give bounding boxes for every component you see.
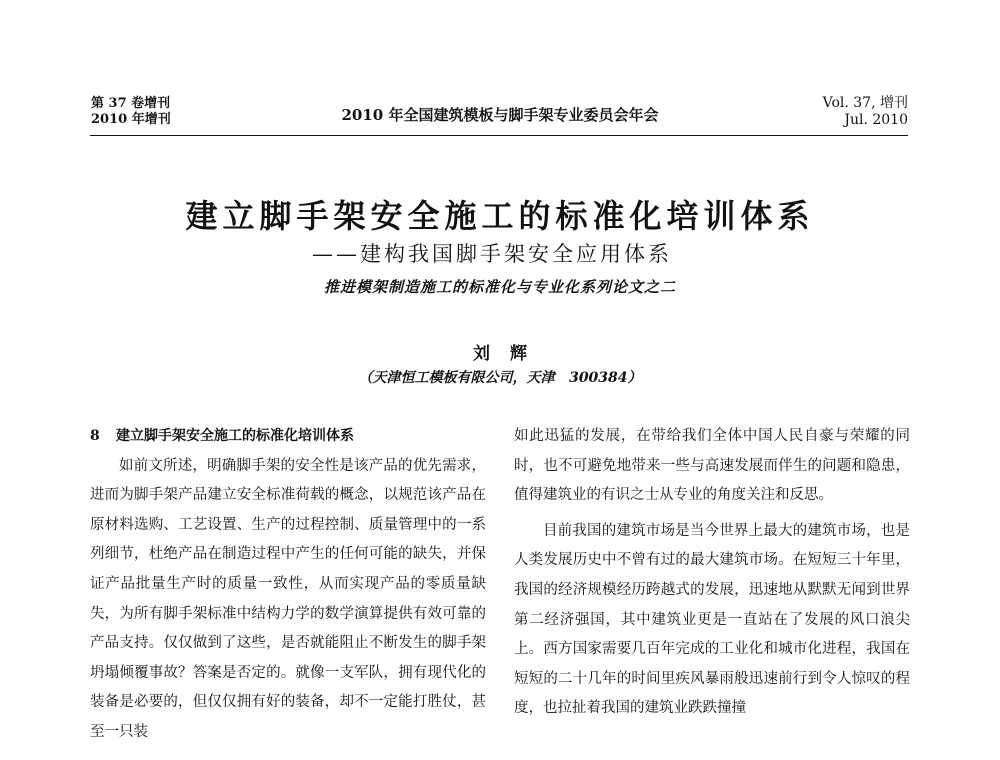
section-title: 建立脚手架安全施工的标准化培训体系 bbox=[116, 428, 354, 444]
body-paragraph: 如前文所述，明确脚手架的安全性是该产品的优先需求，进而为脚手架产品建立安全标准荷载的概念，以规范该产品在原材料选购、工艺设置、生产的过程控制、质量管理中的一系列细节，杜绝产品在制造过程中产生的任何可能的缺失，并保证产品批量生产时的质量一致性，从而实现产品的零质量缺失，为所有脚手架标准中结构力学的数学演算提供有效可靠的产品支持。仅仅做到了这些，是否就能阻止不断发生的脚手架坍塌倾覆事故？答案是否定的。就像一支军队，拥有现代化的装备是必要的，但仅仅拥有好的装备，却不一定能打胜仗，甚至一只装 bbox=[90, 457, 486, 740]
section-number: 8 bbox=[90, 428, 100, 444]
series-line: 推进模架制造施工的标准化与专业化系列论文之二 bbox=[323, 278, 676, 296]
volume-en: Vol. 37, 增刊 bbox=[822, 95, 908, 111]
header-divider bbox=[90, 135, 908, 136]
volume-cn: 第 37 卷增刊 bbox=[91, 96, 171, 111]
author-affiliation: （天津恒工模板有限公司，天津 300384） bbox=[358, 370, 642, 386]
conference-header: 2010 年全国建筑模板与脚手架专业委员会年会 bbox=[341, 106, 659, 124]
section-heading bbox=[90, 422, 486, 452]
left-column bbox=[90, 422, 486, 748]
body-paragraph-continued: 如此迅猛的发展，在带给我们全体中国人民自豪与荣耀的同时，也不可避免地带来一些与高速发展而伴生的问题和隐患，值得建筑业的有识之士从专业的角度关注和反思。 bbox=[514, 428, 910, 504]
author-name: 刘辉 bbox=[473, 344, 547, 364]
article-subtitle: ——建构我国脚手架安全应用体系 bbox=[312, 242, 672, 266]
right-column bbox=[514, 422, 910, 724]
date-en: Jul. 2010 bbox=[844, 112, 908, 128]
journal-volume-label-en bbox=[823, 95, 908, 129]
year-cn: 2010 年增刊 bbox=[91, 112, 171, 127]
body-paragraph: 目前我国的建筑市场是当今世界上最大的建筑市场，也是人类发展历史中不曾有过的最大建筑市场。在短短三十年里，我国的经济规模经历跨越式的发展，迅速地从默默无闻到世界第二经济强国，其中建筑业更是一直站在了发展的风口浪尖上。西方国家需要几百年完成的工业化和城市化进程，我国在短短的二十几年的时间里疾风暴雨般迅速前行到令人惊叹的程度，也拉扯着我国的建筑业跌跌撞撞 bbox=[514, 522, 910, 717]
article-title: 建立脚手架安全施工的标准化培训体系 bbox=[185, 197, 815, 235]
